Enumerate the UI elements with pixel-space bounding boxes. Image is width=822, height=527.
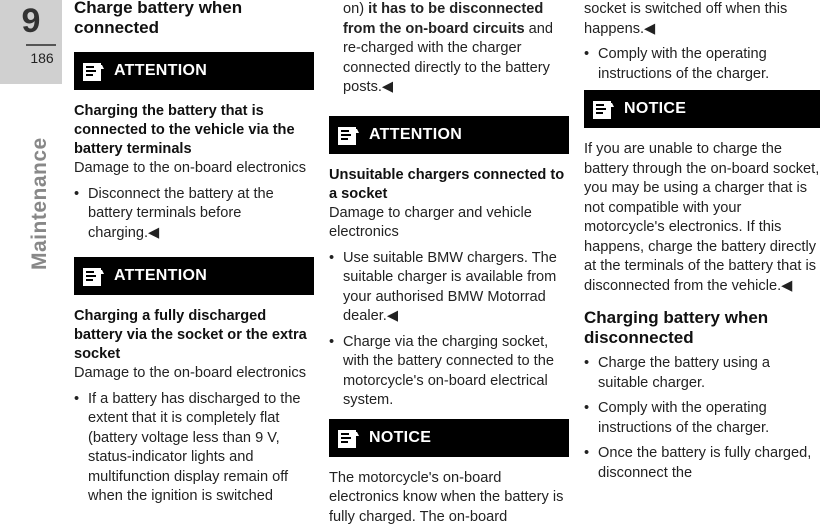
notice-banner [329, 419, 569, 457]
attention-body: Damage to the on-board electronics [74, 159, 314, 179]
attention-heading: Charging a fully discharged battery via the socket or the extra socket [74, 307, 314, 364]
list-item: • If a battery has discharged to the extent that it is completely flat (battery voltage less than 9 V, status-indicator lights and multifunction display remain off when the ignition is switched [74, 390, 314, 507]
chapter-divider [26, 44, 56, 46]
list-item: • Once the battery is fully charged, disconnect the [584, 444, 820, 483]
attention-label: ATTENTION [114, 61, 207, 81]
list-item: • Disconnect the battery at the battery terminals before charging.◀ [74, 185, 314, 244]
warning-book-icon [82, 61, 104, 81]
attention-body: Damage to the on-board electronics [74, 364, 314, 384]
notice-label: NOTICE [369, 428, 431, 448]
list-item: • Comply with the operating instructions of the charger. [584, 399, 820, 438]
list-item: • Comply with the operating instructions of the charger. [584, 45, 820, 84]
notice-banner [584, 90, 820, 128]
attention-banner [329, 116, 569, 154]
attention-label: ATTENTION [114, 266, 207, 286]
continued-text: socket is switched off when this happens.◀ [584, 0, 820, 39]
attention-heading: Charging the battery that is connected to the vehicle via the battery terminals [74, 102, 314, 159]
chapter-number: 9 [0, 2, 62, 41]
chapter-tab [0, 0, 62, 84]
section-title-disconnected: Charging battery when disconnected [584, 308, 820, 348]
column-2 [329, 0, 569, 527]
attention-banner [74, 257, 314, 295]
attention-banner [74, 52, 314, 90]
column-1 [74, 0, 314, 513]
page-number: 186 [22, 50, 62, 66]
info-book-icon [592, 99, 614, 119]
section-title-connected: Charge battery when connected [74, 0, 314, 38]
column-3 [584, 0, 820, 489]
attention-body: Damage to charger and vehicle electronics [329, 204, 569, 243]
list-item: • Charge the battery using a suitable charger. [584, 354, 820, 393]
section-label: Maintenance [28, 137, 52, 270]
attention-label: ATTENTION [369, 125, 462, 145]
notice-text: The motorcycle's on-board electronics know when the battery is fully charged. The on-board [329, 469, 569, 527]
attention-heading: Unsuitable chargers connected to a socket [329, 166, 569, 204]
info-book-icon [337, 428, 359, 448]
notice-text: If you are unable to charge the battery through the on-board socket, you may be using a charger that is not compatible with your motorcycle's electronics. If this happens, charge the battery directly at the terminals of the battery that is disconnected from the vehicle.◀ [584, 140, 820, 296]
notice-label: NOTICE [624, 99, 686, 119]
warning-book-icon [82, 266, 104, 286]
list-item: • Use suitable BMW chargers. The suitable charger is available from your authorised BMW Motorrad dealer.◀ [329, 249, 569, 327]
list-item: • Charge via the charging socket, with the battery connected to the motorcycle's on-board electrical system. [329, 333, 569, 411]
warning-book-icon [337, 125, 359, 145]
continued-text: on) it has to be disconnected from the on-board circuits and re-charged with the charger connected directly to the battery posts.◀ [329, 0, 569, 98]
